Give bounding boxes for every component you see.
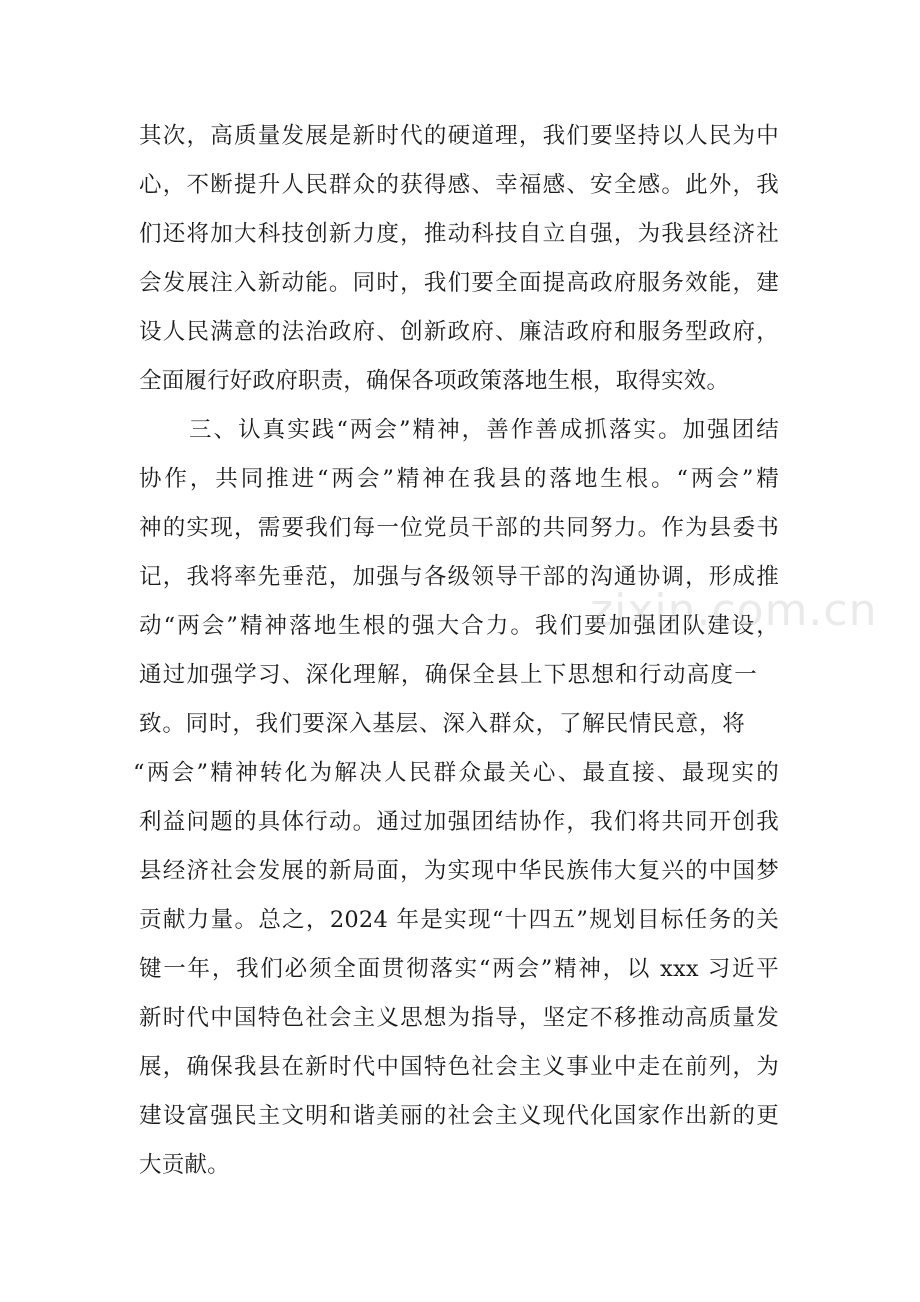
- paragraph-line: 键一年，我们必须全面贯彻落实“两会”精神，以 xxx 习近平: [139, 956, 779, 982]
- paragraph-line: 会发展注入新动能。同时，我们要全面提高政府服务效能，建: [139, 270, 779, 296]
- paragraph-line: 其次，高质量发展是新时代的硬道理，我们要坚持以人民为中: [139, 123, 779, 149]
- paragraph-line: 心，不断提升人民群众的获得感、幸福感、安全感。此外，我: [139, 172, 779, 198]
- paragraph-line: 通过加强学习、深化理解，确保全县上下思想和行动高度一: [139, 662, 757, 688]
- paragraph-line: 县经济社会发展的新局面，为实现中华民族伟大复兴的中国梦: [139, 858, 779, 884]
- watermark: zixin.com.cn: [590, 585, 878, 636]
- paragraph-line: 建设富强民主文明和谐美丽的社会主义现代化国家作出新的更: [139, 1103, 779, 1129]
- paragraph-line: 协作，共同推进“两会”精神在我县的落地生根。“两会”精: [139, 466, 779, 492]
- paragraph-line: 致。同时，我们要深入基层、深入群众，了解民情民意，将: [139, 711, 745, 737]
- section-heading-line: 三、认真实践“两会”精神，善作善成抓落实。加强团结: [189, 417, 779, 443]
- paragraph-line: 利益问题的具体行动。通过加强团结协作，我们将共同开创我: [139, 809, 779, 835]
- paragraph-line: 记，我将率先垂范，加强与各级领导干部的沟通协调，形成推: [139, 564, 779, 590]
- paragraph-line: “两会”精神转化为解决人民群众最关心、最直接、最现实的: [133, 760, 779, 786]
- paragraph-line: 动“两会”精神落地生根的强大合力。我们要加强团队建设，: [139, 613, 779, 639]
- paragraph-line: 新时代中国特色社会主义思想为指导，坚定不移推动高质量发: [139, 1005, 779, 1031]
- paragraph-line: 们还将加大科技创新力度，推动科技自立自强，为我县经济社: [139, 221, 779, 247]
- paragraph-line: 大贡献。: [139, 1152, 230, 1178]
- paragraph-line: 神的实现，需要我们每一位党员干部的共同努力。作为县委书: [139, 515, 779, 541]
- paragraph-line: 展，确保我县在新时代中国特色社会主义事业中走在前列，为: [139, 1054, 779, 1080]
- paragraph-line: 贡献力量。总之，2024 年是实现“十四五”规划目标任务的关: [139, 907, 779, 933]
- paragraph-line: 全面履行好政府职责，确保各项政策落地生根，取得实效。: [139, 368, 730, 394]
- paragraph-line: 设人民满意的法治政府、创新政府、廉洁政府和服务型政府，: [139, 319, 779, 345]
